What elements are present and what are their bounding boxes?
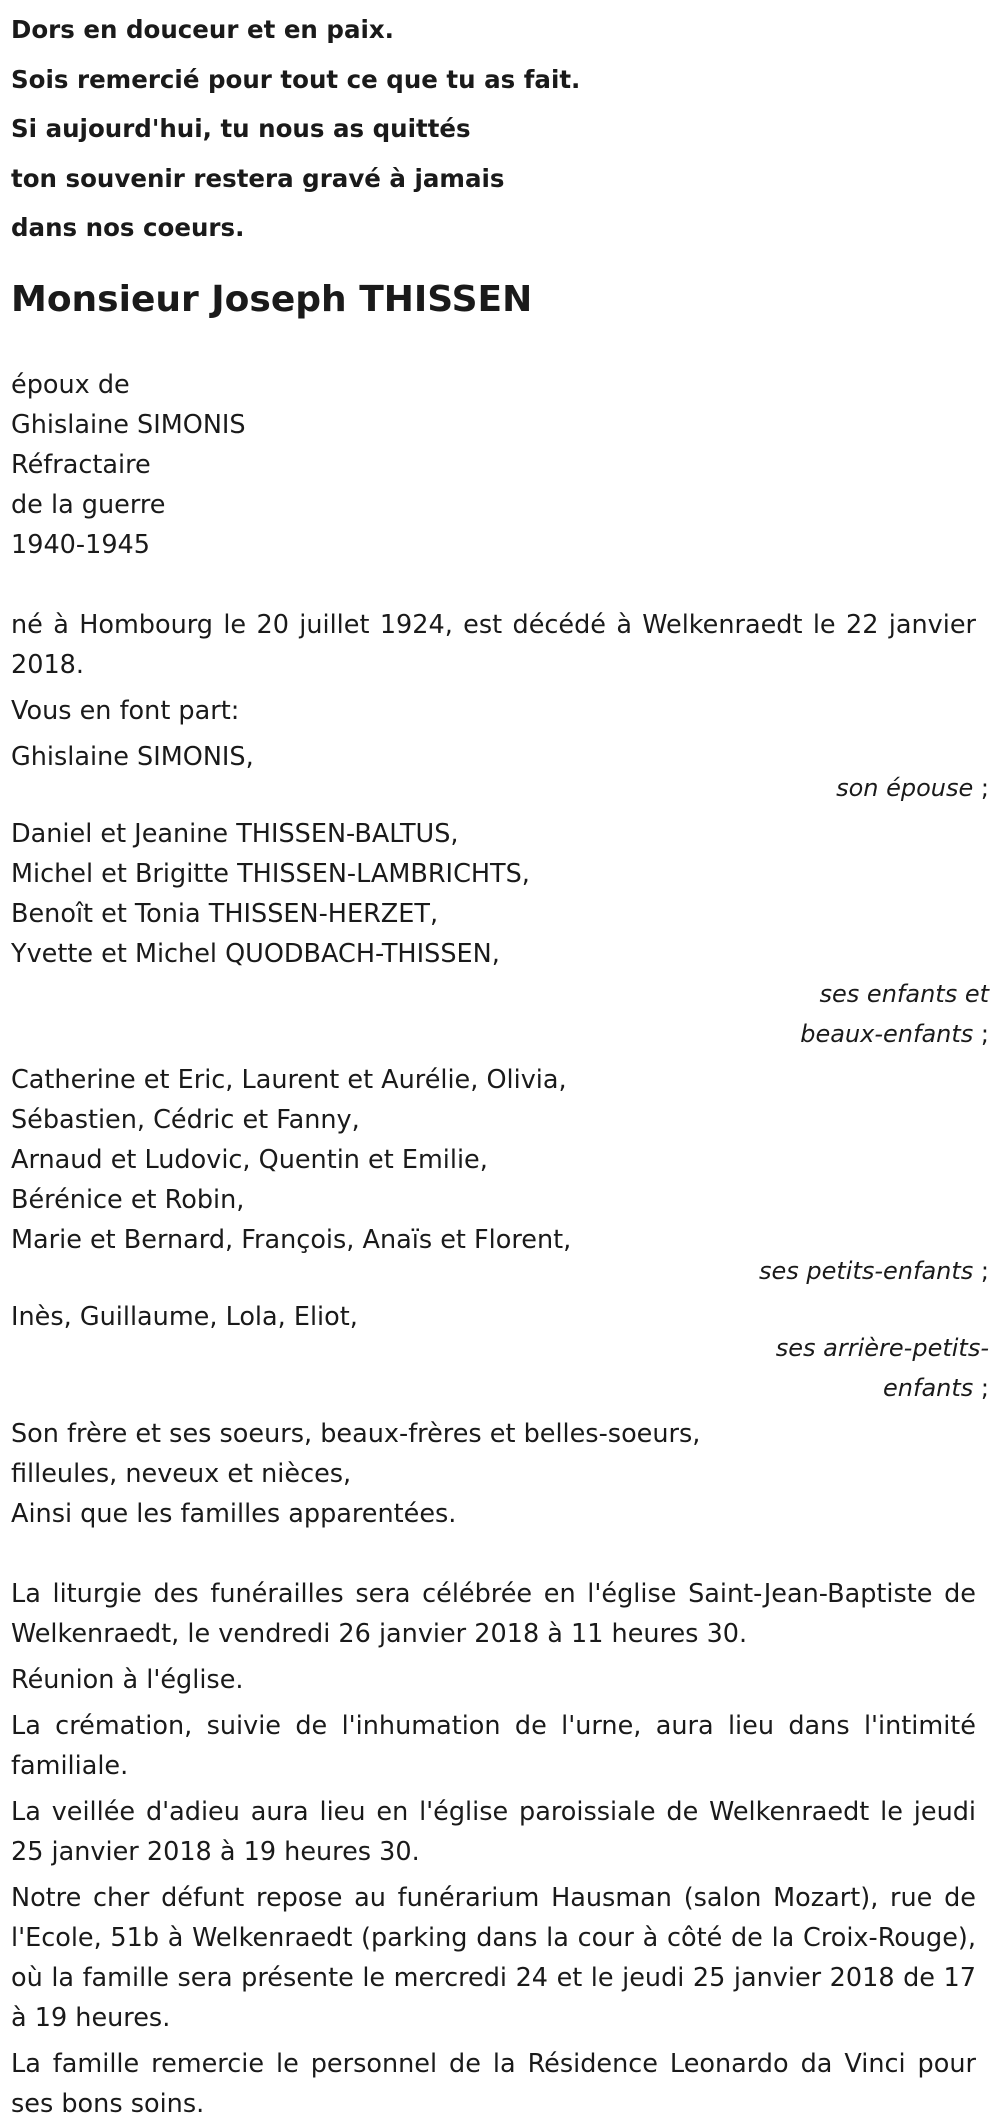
poem-line: Si aujourd'hui, tu nous as quittés xyxy=(11,114,471,143)
poem-line: ton souvenir restera gravé à jamais xyxy=(11,163,505,193)
detail-line: époux de xyxy=(11,369,130,400)
poem-line: dans nos coeurs. xyxy=(11,213,245,242)
ceremony-paragraph: La famille remercie le personnel de la Résidence Leonardo da Vinci pour ses bons soins. xyxy=(11,2048,976,2119)
ceremony-paragraph: Réunion à l'église. xyxy=(11,1664,244,1695)
detail-line: de la guerre xyxy=(11,489,166,520)
announce-intro: Vous en font part: xyxy=(11,695,240,726)
extended-family-line: Son frère et ses soeurs, beaux-frères et belles-soeurs, xyxy=(11,1418,701,1449)
family-role: son épouse ; xyxy=(836,773,989,802)
family-group-great-grandchildren xyxy=(11,1297,989,1408)
family-role: ses arrière-petits- enfants ; xyxy=(775,1333,989,1402)
extended-family xyxy=(11,1414,989,1534)
family-name-line: Ghislaine SIMONIS, xyxy=(11,741,254,772)
family-name-line: Catherine et Eric, Laurent et Aurélie, Olivia, xyxy=(11,1064,567,1095)
deceased-name: Monsieur Joseph THISSEN xyxy=(11,278,533,320)
ceremony-paragraph: La liturgie des funérailles sera célébrée en l'église Saint-Jean-Baptiste de Welkenraedt, le vendredi 26 janvier 2018 à 11 heures 30. xyxy=(11,1578,976,1649)
ceremony-paragraph: Notre cher défunt repose au funérarium Hausman (salon Mozart), rue de l'Ecole, 51b à Welkenraedt (parking dans la cour à côté de la Croix-Rouge), où la famille sera présente le mercredi 24 et le jeudi 25 janvier 2018 de 17 à 19 heures. xyxy=(11,1882,976,2033)
family-name-line: Bérénice et Robin, xyxy=(11,1184,245,1215)
ceremony-info xyxy=(11,1574,989,2124)
family-role: ses petits-enfants ; xyxy=(758,1256,989,1285)
family-name-line: Arnaud et Ludovic, Quentin et Emilie, xyxy=(11,1144,488,1175)
poem xyxy=(11,0,989,253)
extended-family-line: Ainsi que les familles apparentées. xyxy=(11,1498,457,1529)
birth-death: né à Hombourg le 20 juillet 1924, est décédé à Welkenraedt le 22 janvier 2018. xyxy=(11,609,976,680)
family-group-children xyxy=(11,814,989,1054)
family-name-line: Sébastien, Cédric et Fanny, xyxy=(11,1104,360,1135)
deceased-details xyxy=(11,365,989,565)
family-name-line: Michel et Brigitte THISSEN-LAMBRICHTS, xyxy=(11,858,530,889)
family-role: ses enfants et beaux-enfants ; xyxy=(800,979,989,1048)
family-group-spouse xyxy=(11,737,989,808)
extended-family-line: filleules, neveux et nièces, xyxy=(11,1458,352,1489)
family-name-line: Marie et Bernard, François, Anaïs et Florent, xyxy=(11,1224,572,1255)
family-name-line: Inès, Guillaume, Lola, Eliot, xyxy=(11,1301,358,1332)
family-group-grandchildren xyxy=(11,1060,989,1291)
poem-line: Sois remercié pour tout ce que tu as fait. xyxy=(11,64,581,94)
family-name-line: Benoît et Tonia THISSEN-HERZET, xyxy=(11,898,439,929)
detail-line: 1940-1945 xyxy=(11,529,150,560)
detail-line: Réfractaire xyxy=(11,449,151,480)
ceremony-paragraph: La veillée d'adieu aura lieu en l'église paroissiale de Welkenraedt le jeudi 25 janvier 2018 à 19 heures 30. xyxy=(11,1796,976,1867)
family-name-line: Yvette et Michel QUODBACH-THISSEN, xyxy=(11,938,500,969)
detail-line: Ghislaine SIMONIS xyxy=(11,409,246,440)
ceremony-paragraph: La crémation, suivie de l'inhumation de l'urne, aura lieu dans l'intimité familiale. xyxy=(11,1710,976,1781)
poem-line: Dors en douceur et en paix. xyxy=(11,15,394,44)
family-name-line: Daniel et Jeanine THISSEN-BALTUS, xyxy=(11,818,459,849)
